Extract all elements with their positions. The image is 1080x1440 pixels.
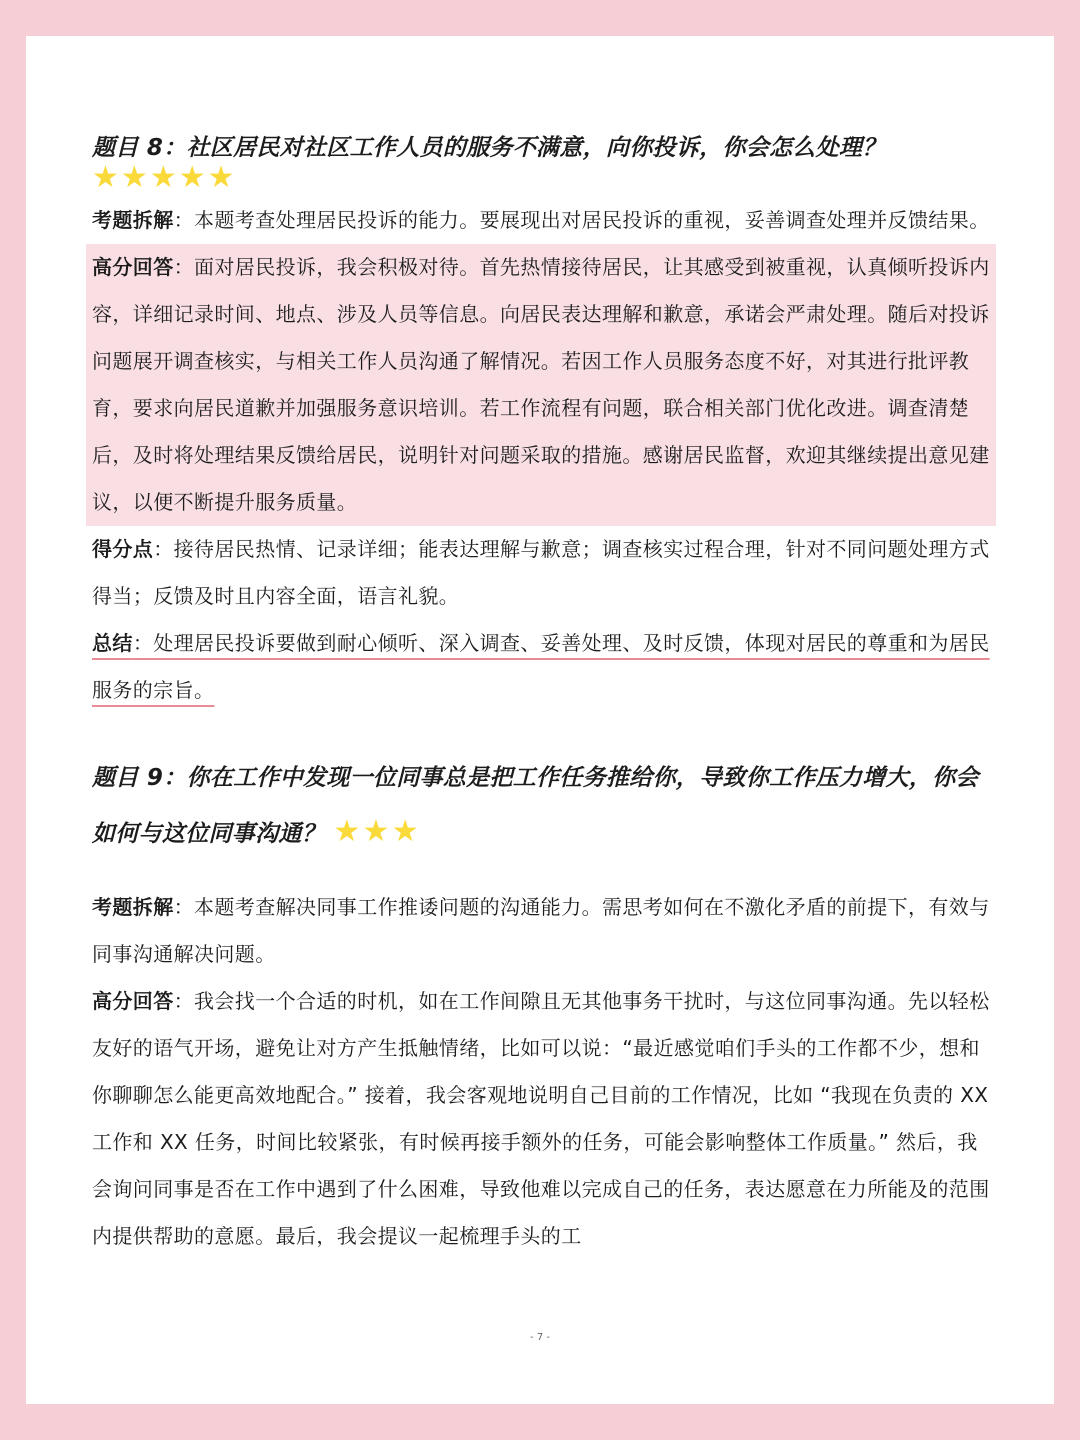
summary-text: ：处理居民投诉要做到耐心倾听、深入调查、妥善处理、及时反馈，体现对居民的尊重和为居民服务的宗旨。 xyxy=(92,631,990,702)
analysis-label: 考题拆解 xyxy=(92,208,174,232)
answer-label: 高分回答 xyxy=(92,255,174,279)
answer-label: 高分回答 xyxy=(92,989,174,1013)
analysis-label: 考题拆解 xyxy=(92,895,174,919)
question-9-text: 题目 9：你在工作中发现一位同事总是把工作任务推给你，导致你工作压力增大，你会如何与这位同事沟通？ xyxy=(92,765,979,847)
star-icon: ★ xyxy=(362,814,390,849)
question-8-title: 题目 8：社区居民对社区工作人员的服务不满意，向你投诉，你会怎么处理？ xyxy=(92,135,886,161)
answer-text: ：面对居民投诉，我会积极对待。首先热情接待居民，让其感受到被重视，认真倾听投诉内容，详细记录时间、地点、涉及人员等信息。向居民表达理解和歉意，承诺会严肃处理。随后对投诉问题展开调查核实，与相关工作人员沟通了解情况。若因工作人员服务态度不好，对其进行批评教育，要求向居民道歉并加强服务意识培训。若工作流程有问题，联合相关部门优化改进。调查清楚后，及时将处理结果反馈给居民，说明针对问题采取的措施。感谢居民监督，欢迎其继续提出意见建议，以便不断提升服务质量。 xyxy=(92,255,990,514)
difficulty-rating-q8 xyxy=(92,160,992,197)
analysis-text: ：本题考查解决同事工作推诿问题的沟通能力。需思考如何在不激化矛盾的前提下，有效与同事沟通解决问题。 xyxy=(92,895,990,966)
star-icon: ★ xyxy=(207,160,235,195)
star-icon: ★ xyxy=(92,160,119,195)
q8-scoring-points xyxy=(92,526,992,620)
q9-answer xyxy=(92,978,992,1260)
content-area xyxy=(92,131,992,1260)
q8-answer xyxy=(86,244,996,526)
q8-analysis xyxy=(92,197,992,244)
points-text: ：接待居民热情、记录详细；能表达理解与歉意；调查核实过程合理，针对不同问题处理方式得当；反馈及时且内容全面，语言礼貌。 xyxy=(92,537,990,608)
answer-text: ：我会找一个合适的时机，如在工作间隙且无其他事务干扰时，与这位同事沟通。先以轻松友好的语气开场，避免让对方产生抵触情绪，比如可以说：“最近感觉咱们手头的工作都不少，想和你聊聊怎么能更高效地配合。” 接着，我会客观地说明自己目前的工作情况，比如 “我现在负责的 XX 工作和 XX 任务，时间比较紧张，有时候再接手额外的任务，可能会影响整体工作质量。” 然后，我会询问同事是否在工作中遇到了什么困难，导致他难以完成自己的任务，表达愿意在力所能及的范围内提供帮助的意愿。最后，我会提议一起梳理手头的工 xyxy=(92,989,990,1248)
star-icon: ★ xyxy=(333,814,361,849)
q8-summary xyxy=(92,620,992,714)
page-number: - 7 - xyxy=(530,1332,550,1343)
star-icon: ★ xyxy=(391,814,419,849)
star-icon: ★ xyxy=(120,160,148,195)
question-9-title xyxy=(92,750,992,862)
summary-label: 总结 xyxy=(92,631,133,655)
document-page xyxy=(26,36,1054,1404)
points-label: 得分点 xyxy=(92,537,154,561)
q9-analysis xyxy=(92,884,992,978)
summary-underlined xyxy=(92,631,990,702)
star-icon: ★ xyxy=(149,160,177,195)
star-icon: ★ xyxy=(178,160,206,195)
analysis-text: ：本题考查处理居民投诉的能力。要展现出对居民投诉的重视，妥善调查处理并反馈结果。 xyxy=(173,208,990,232)
